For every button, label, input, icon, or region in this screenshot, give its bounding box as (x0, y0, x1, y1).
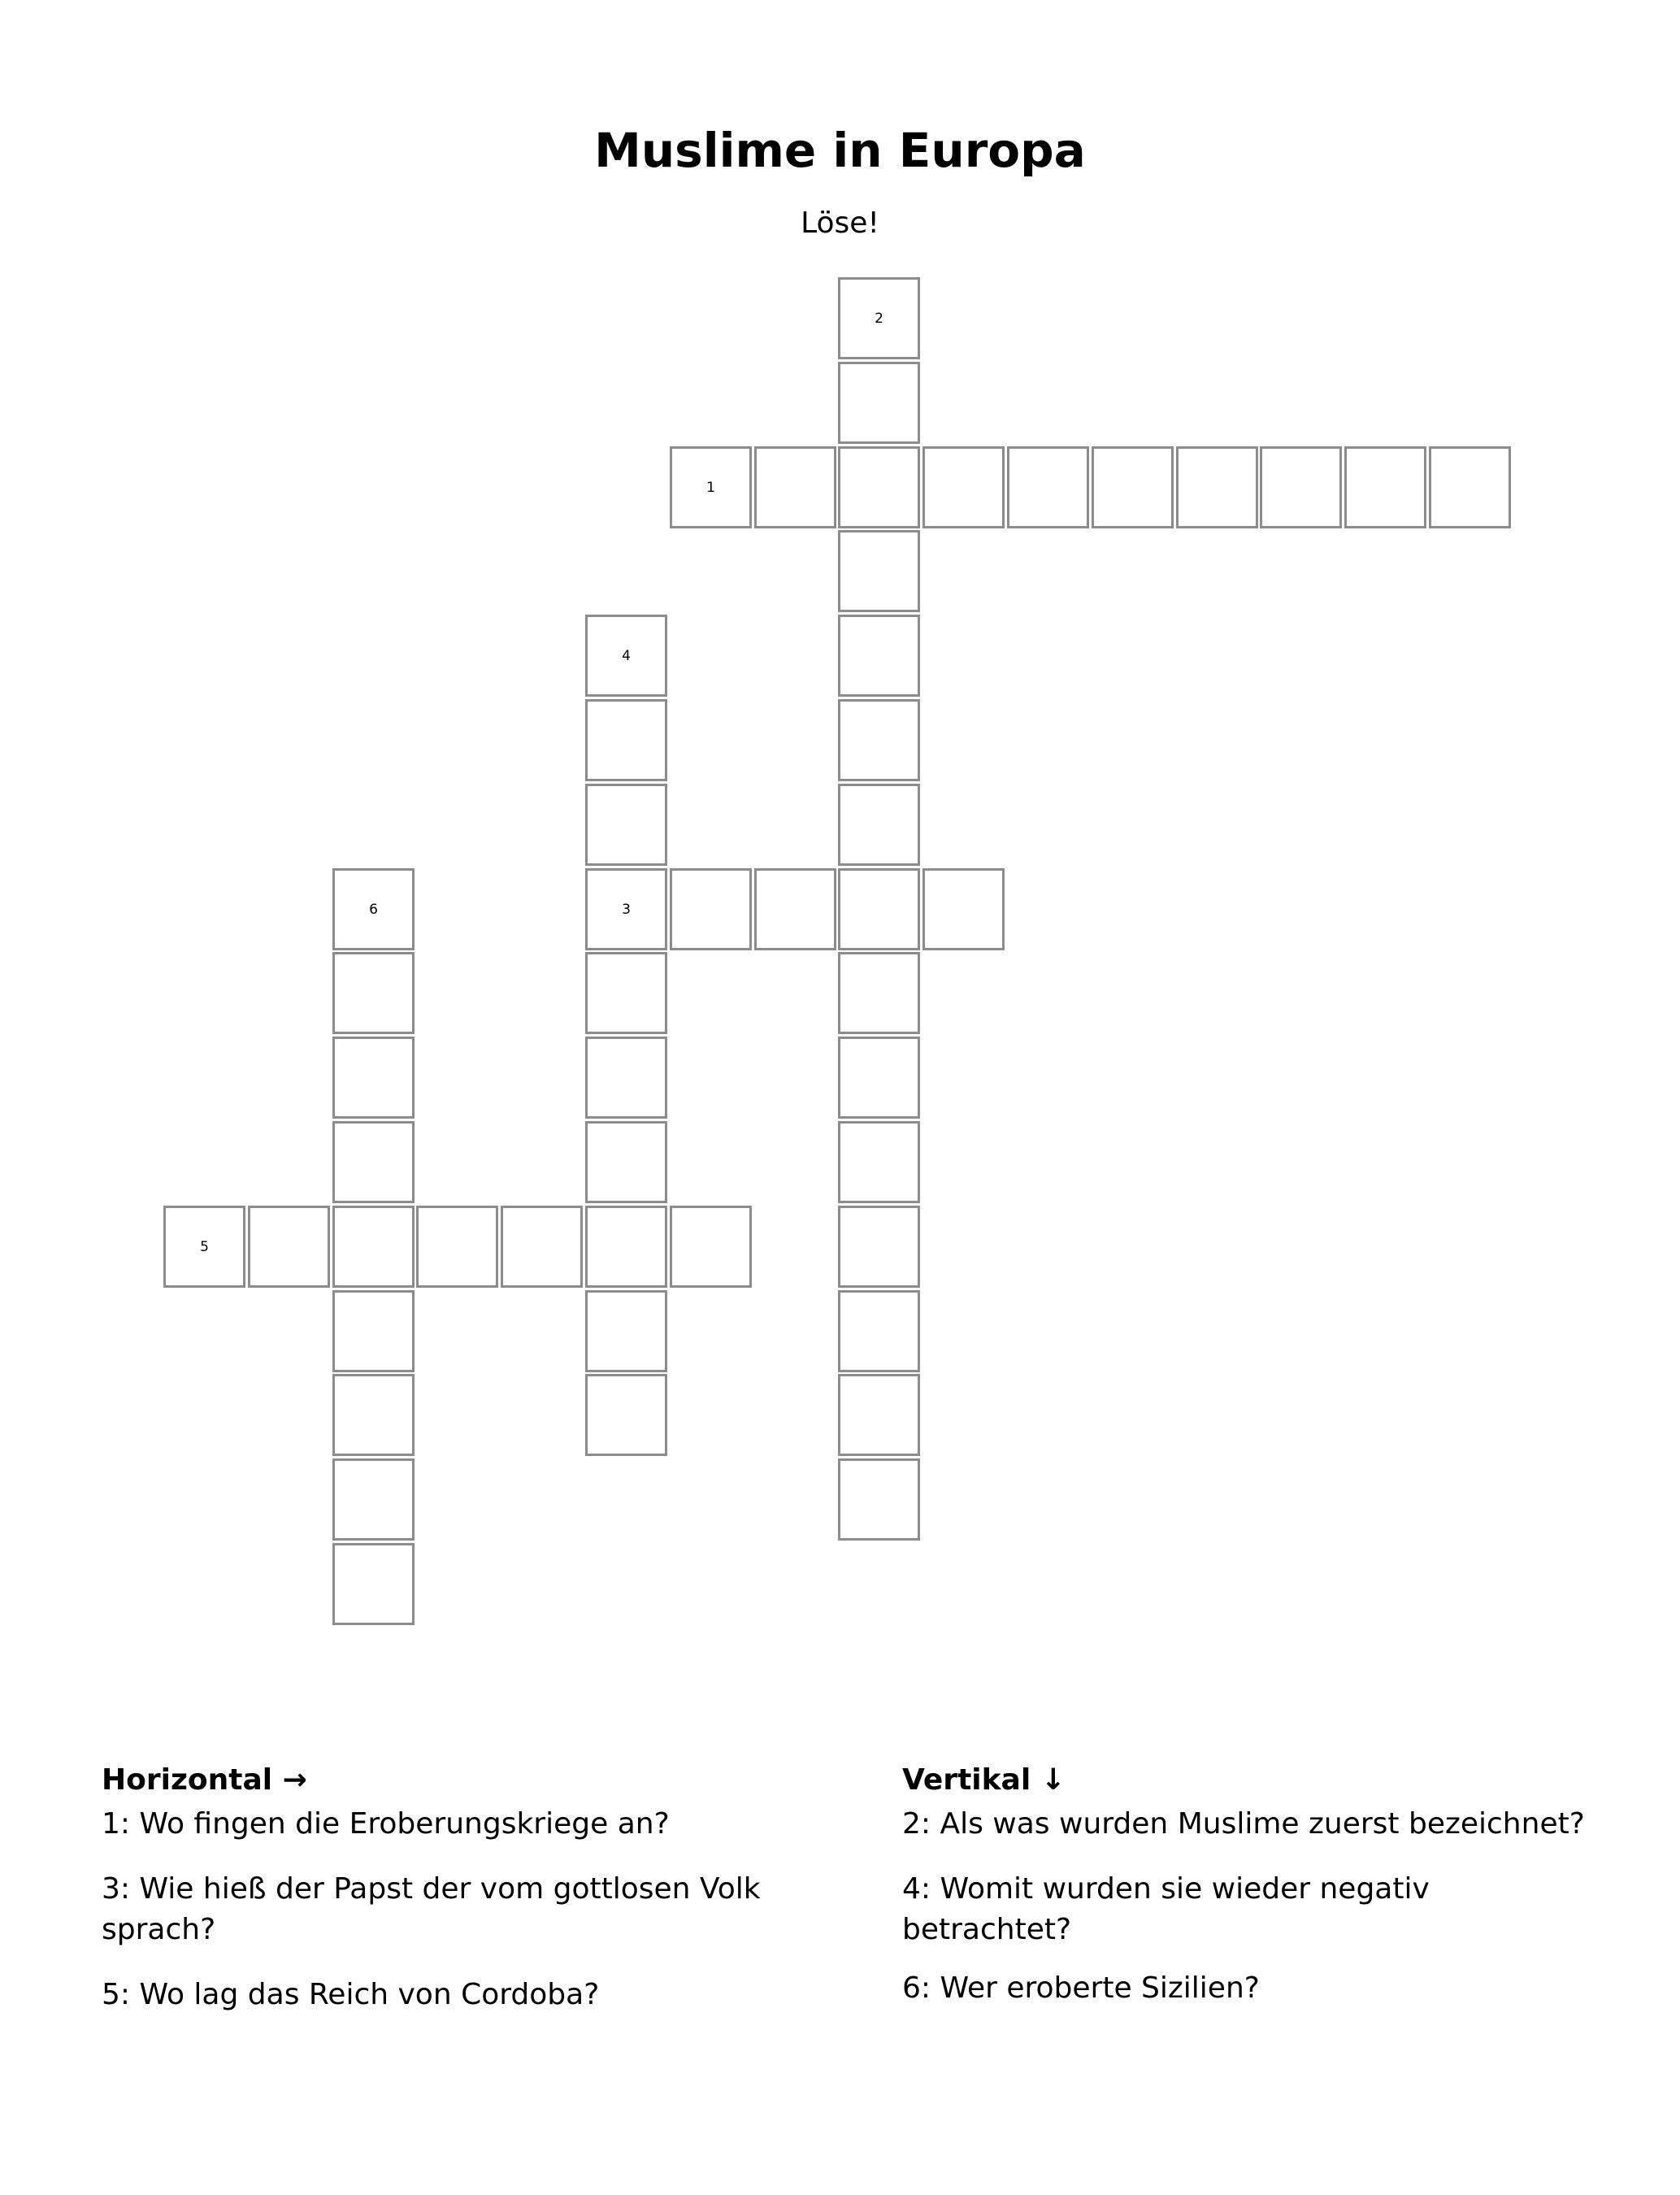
crossword-cell[interactable] (1260, 446, 1342, 528)
crossword-cell-2[interactable] (838, 277, 920, 359)
crossword-cell[interactable] (248, 1206, 330, 1288)
crossword-cell[interactable] (332, 1543, 415, 1625)
crossword-cell[interactable] (585, 699, 667, 781)
crossword-cell[interactable] (838, 699, 920, 781)
crossword-cell[interactable] (1092, 446, 1174, 528)
clue-down-6: 6: Wer eroberte Sizilien? (902, 1971, 1260, 2005)
crossword-cell[interactable] (1007, 446, 1089, 528)
crossword-cell[interactable] (585, 1121, 667, 1203)
crossword-cell[interactable] (838, 362, 920, 444)
crossword-cell[interactable] (670, 868, 752, 950)
instruction-subtitle: Löse! (801, 206, 879, 240)
crossword-cell[interactable] (838, 1121, 920, 1203)
crossword-cell[interactable] (922, 868, 1005, 950)
clue-number-label: 1 (706, 479, 715, 496)
crossword-cell[interactable] (332, 1458, 415, 1541)
crossword-cell[interactable] (838, 1037, 920, 1119)
crossword-cell[interactable] (754, 868, 836, 950)
crossword-cell[interactable] (585, 1290, 667, 1372)
crossword-cell[interactable] (585, 1374, 667, 1456)
crossword-cell[interactable] (332, 952, 415, 1034)
crossword-cell[interactable] (838, 1374, 920, 1456)
crossword-cell[interactable] (670, 1206, 752, 1288)
crossword-cell[interactable] (838, 1290, 920, 1372)
clue-across-1: 1: Wo fingen die Eroberungskriege an? (102, 1807, 670, 1841)
crossword-cell[interactable] (332, 1374, 415, 1456)
crossword-cell[interactable] (838, 784, 920, 866)
crossword-cell[interactable] (838, 530, 920, 612)
clue-number-label: 2 (875, 310, 883, 327)
crossword-cell-1[interactable] (670, 446, 752, 528)
clue-down-2: 2: Als was wurden Muslime zuerst bezeichnet? (902, 1807, 1585, 1841)
crossword-cell-4[interactable] (585, 615, 667, 697)
crossword-cell[interactable] (754, 446, 836, 528)
clue-down-4: 4: Womit wurden sie wieder negativ betrachtet? (902, 1872, 1430, 1946)
crossword-cell[interactable] (838, 952, 920, 1034)
crossword-cell[interactable] (585, 952, 667, 1034)
crossword-cell-3[interactable] (585, 868, 667, 950)
crossword-cell[interactable] (838, 868, 920, 950)
crossword-cell[interactable] (332, 1121, 415, 1203)
crossword-cell[interactable] (838, 1458, 920, 1541)
page-title: Muslime in Europa (594, 123, 1086, 178)
crossword-cell[interactable] (332, 1290, 415, 1372)
crossword-cell[interactable] (332, 1037, 415, 1119)
crossword-cell[interactable] (332, 1206, 415, 1288)
crossword-cell[interactable] (416, 1206, 498, 1288)
crossword-cell-5[interactable] (163, 1206, 245, 1288)
crossword-cell[interactable] (585, 1037, 667, 1119)
clues-across (102, 1760, 792, 2040)
crossword-cell[interactable] (838, 1206, 920, 1288)
crossword-cell[interactable] (585, 784, 667, 866)
clue-number-label: 6 (369, 901, 378, 918)
crossword-cell-6[interactable] (332, 868, 415, 950)
crossword-cell[interactable] (838, 615, 920, 697)
crossword-cell[interactable] (501, 1206, 583, 1288)
clue-number-label: 4 (622, 647, 631, 664)
crossword-cell[interactable] (1176, 446, 1258, 528)
clue-number-label: 3 (622, 901, 631, 918)
clue-across-3: 3: Wie hieß der Papst der vom gottlosen Volk sprach? (102, 1872, 761, 1946)
clues-down (902, 1760, 1593, 2033)
crossword-cell[interactable] (585, 1206, 667, 1288)
clue-number-label: 5 (200, 1238, 209, 1255)
crossword-cell[interactable] (838, 446, 920, 528)
crossword-cell[interactable] (1429, 446, 1511, 528)
crossword-cell[interactable] (1344, 446, 1426, 528)
crossword-cell[interactable] (922, 446, 1005, 528)
clue-across-5: 5: Wo lag das Reich von Cordoba? (102, 1978, 600, 2011)
clues-across-heading: Horizontal → (102, 1763, 307, 1797)
clues-down-heading: Vertikal ↓ (902, 1763, 1066, 1797)
